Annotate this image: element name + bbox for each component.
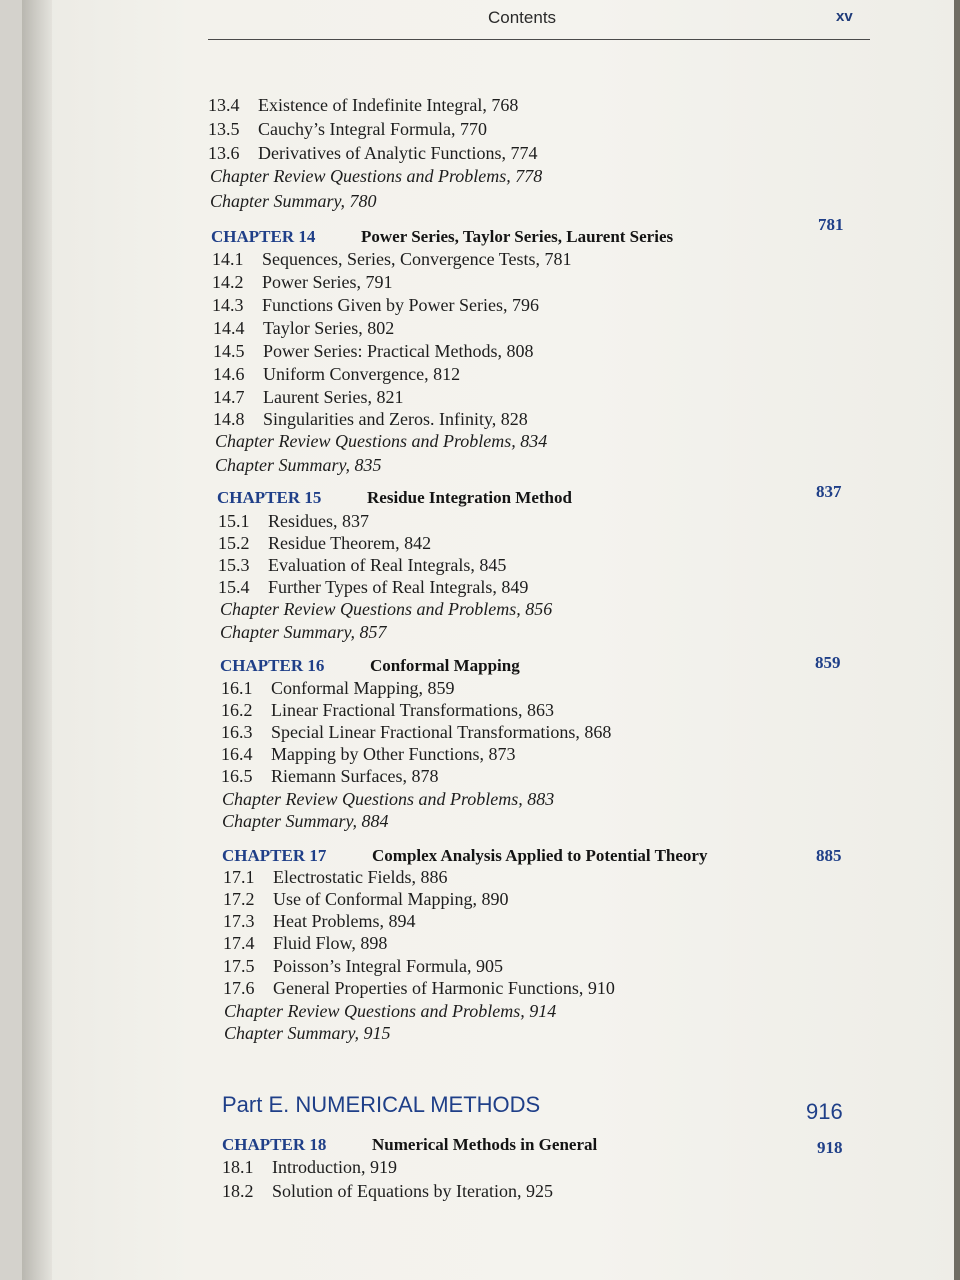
chapter-summary: Chapter Summary, 780 <box>210 191 377 211</box>
chapter-page: 781 <box>818 215 844 234</box>
toc-section: 13.4 Existence of Indefinite Integral, 768 <box>208 95 519 115</box>
chapter-heading: CHAPTER 17 Complex Analysis Applied to Potential Theory <box>222 846 708 865</box>
page-edge <box>954 0 960 1280</box>
toc-section: 15.1 Residues, 837 <box>218 511 369 531</box>
toc-section: 17.4 Fluid Flow, 898 <box>223 933 388 953</box>
toc-section: 14.7 Laurent Series, 821 <box>213 387 404 407</box>
toc-section: 17.2 Use of Conformal Mapping, 890 <box>223 889 509 909</box>
page-number: xv <box>836 8 853 25</box>
chapter-page: 918 <box>817 1138 843 1157</box>
toc-section: 14.6 Uniform Convergence, 812 <box>213 364 461 384</box>
chapter-page: 859 <box>815 653 841 672</box>
toc-section: 17.3 Heat Problems, 894 <box>223 911 416 931</box>
toc-section: 17.6 General Properties of Harmonic Functions, 910 <box>223 978 615 998</box>
toc-section: 14.8 Singularities and Zeros. Infinity, 828 <box>213 409 528 429</box>
chapter-review: Chapter Review Questions and Problems, 914 <box>224 1001 557 1021</box>
toc-section: 15.3 Evaluation of Real Integrals, 845 <box>218 555 507 575</box>
chapter-review: Chapter Review Questions and Problems, 834 <box>215 431 548 451</box>
spine-shadow <box>22 0 52 1280</box>
chapter-heading: CHAPTER 15 Residue Integration Method <box>217 488 572 507</box>
part-heading: Part E. NUMERICAL METHODS <box>222 1092 541 1117</box>
toc-section: 15.2 Residue Theorem, 842 <box>218 533 432 553</box>
chapter-page: 837 <box>816 482 842 501</box>
toc-section: 13.5 Cauchy’s Integral Formula, 770 <box>208 119 487 139</box>
part-page: 916 <box>806 1099 843 1124</box>
toc-section: 18.2 Solution of Equations by Iteration, 925 <box>222 1181 553 1201</box>
toc-section: 14.2 Power Series, 791 <box>212 272 393 292</box>
toc-section: 17.1 Electrostatic Fields, 886 <box>223 867 448 887</box>
chapter-page: 885 <box>816 846 842 865</box>
chapter-summary: Chapter Summary, 835 <box>215 455 382 475</box>
chapter-review: Chapter Review Questions and Problems, 883 <box>222 789 555 809</box>
toc-section: 15.4 Further Types of Real Integrals, 849 <box>218 577 529 597</box>
toc-section: 14.3 Functions Given by Power Series, 796 <box>212 295 539 315</box>
book-page <box>22 0 960 1280</box>
chapter-review: Chapter Review Questions and Problems, 778 <box>210 166 543 186</box>
toc-section: 16.5 Riemann Surfaces, 878 <box>221 766 439 786</box>
header-rule <box>208 39 870 40</box>
toc-section: 16.2 Linear Fractional Transformations, 863 <box>221 700 554 720</box>
toc-section: 14.5 Power Series: Practical Methods, 808 <box>213 341 534 361</box>
toc-section: 17.5 Poisson’s Integral Formula, 905 <box>223 956 503 976</box>
chapter-heading: CHAPTER 14 Power Series, Taylor Series, Laurent Series <box>211 227 674 246</box>
toc-section: 18.1 Introduction, 919 <box>222 1157 397 1177</box>
chapter-heading: CHAPTER 16 Conformal Mapping <box>220 656 520 675</box>
toc-section: 16.3 Special Linear Fractional Transformations, 868 <box>221 722 612 742</box>
chapter-summary: Chapter Summary, 915 <box>224 1023 391 1043</box>
toc-section: 16.1 Conformal Mapping, 859 <box>221 678 455 698</box>
toc-section: 14.4 Taylor Series, 802 <box>213 318 395 338</box>
toc-section: 16.4 Mapping by Other Functions, 873 <box>221 744 516 764</box>
chapter-summary: Chapter Summary, 884 <box>222 811 389 831</box>
toc-section: 14.1 Sequences, Series, Convergence Tests, 781 <box>212 249 572 269</box>
toc-section: 13.6 Derivatives of Analytic Functions, 774 <box>208 143 538 163</box>
chapter-summary: Chapter Summary, 857 <box>220 622 387 642</box>
chapter-review: Chapter Review Questions and Problems, 856 <box>220 599 553 619</box>
chapter-heading: CHAPTER 18 Numerical Methods in General <box>222 1135 598 1154</box>
running-head: Contents <box>488 8 557 27</box>
